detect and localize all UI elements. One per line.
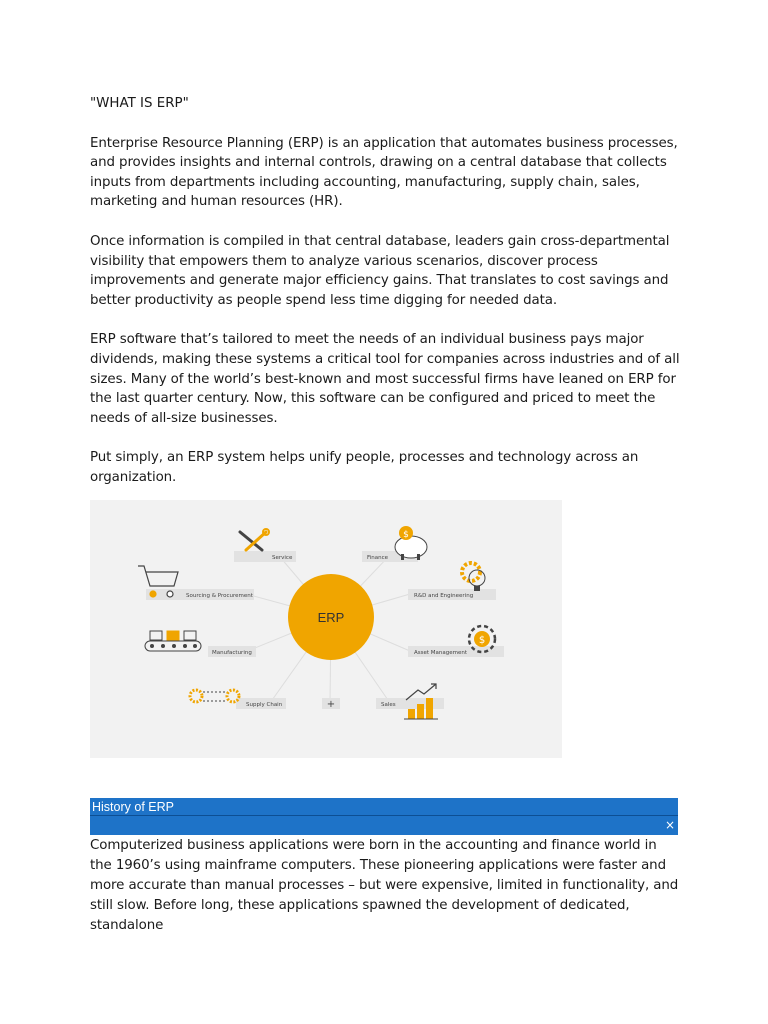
node-rnd xyxy=(408,563,496,600)
wrench-screwdriver-icon xyxy=(240,529,269,550)
conveyor-belt-icon xyxy=(145,631,201,651)
node-sourcing-label: Sourcing & Procurement xyxy=(186,593,253,599)
node-service-label: Service xyxy=(272,555,293,561)
close-icon[interactable]: × xyxy=(664,818,675,832)
piggy-bank-icon xyxy=(395,526,427,560)
node-sales-label: Sales xyxy=(381,702,396,708)
erp-center-label: ERP xyxy=(317,610,345,625)
node-add xyxy=(322,698,340,710)
node-asset xyxy=(408,626,504,657)
node-service xyxy=(234,529,296,562)
paragraph-visibility: Once information is compiled in that central database, leaders gain cross-departmental visibility that empowers them to analyze various scenarios, discover process improvements and generate major efficiency gains. That translates to cost savings and better productivity as people spend less time digging for needed data. xyxy=(90,233,670,308)
supply-chain-gears-icon xyxy=(190,690,239,702)
history-title: History of ERP xyxy=(92,800,174,814)
plus-icon: + xyxy=(326,699,336,710)
paragraph-definition: Enterprise Resource Planning (ERP) is an application that automates business processes, and provides insights and internal controls, drawing on a central database that collects inputs from departments including accounting, manufacturing, supply chain, sales, marketing and human resources (HR). xyxy=(90,135,678,210)
dollar-sign-icon: $ xyxy=(403,530,409,540)
erp-diagram-svg xyxy=(90,500,562,758)
banner-divider xyxy=(90,815,678,816)
node-finance xyxy=(362,526,427,562)
node-finance-label: Finance xyxy=(367,555,389,561)
node-manufacturing-label: Manufacturing xyxy=(212,650,252,656)
history-banner xyxy=(90,798,678,835)
document-body xyxy=(90,94,680,488)
erp-diagram xyxy=(90,500,562,758)
node-supply-chain-label: Supply Chain xyxy=(246,702,283,708)
node-asset-label: Asset Management xyxy=(414,650,468,656)
svg-text:$: $ xyxy=(478,635,486,646)
node-sourcing xyxy=(138,566,254,600)
gear-bulb-icon xyxy=(462,563,485,591)
node-manufacturing xyxy=(145,631,256,657)
paragraph-summary: Put simply, an ERP system helps unify people, processes and technology across an organization. xyxy=(90,450,639,485)
paragraph-history: Computerized business applications were born in the accounting and finance world in the 1960’s using mainframe computers. These pioneering applications were faster and more accurate than manual processes – but were expensive, limited in functionality, and still slow. Before long, these applications spawned the development of dedicated, standalone xyxy=(90,838,679,933)
node-sales xyxy=(376,684,444,719)
page-title: "WHAT IS ERP" xyxy=(90,96,189,111)
node-supply-chain xyxy=(190,690,286,709)
paragraph-tailored: ERP software that’s tailored to meet the needs of an individual business pays major dividends, making these systems a critical tool for companies across industries and of all sizes. Many of the world’s best-known and most successful firms have leaned on ERP for the last quarter century. Now, this software can be configured and priced to meet the needs of all-size businesses. xyxy=(90,332,680,426)
node-rnd-label: R&D and Engineering xyxy=(414,593,474,599)
